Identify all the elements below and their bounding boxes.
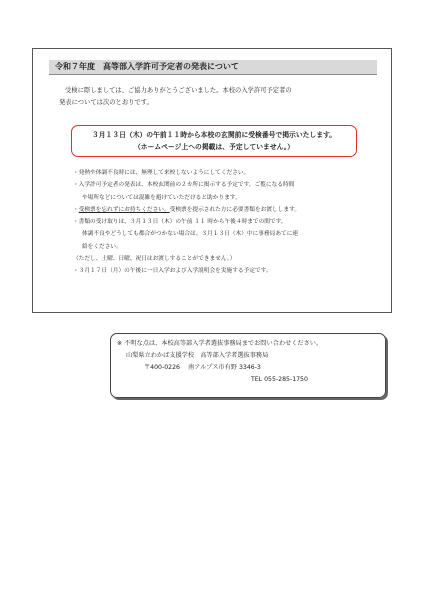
notice-title-text: 高等部入学許可予定者の発表について (103, 62, 239, 71)
note-item-continued: 絡をください。 (82, 243, 122, 250)
contact-street: 南アルプス市有野 3346-3 (187, 364, 261, 371)
note-emphasis: 受検票を忘れずにお持ちください。 (78, 206, 170, 213)
announcement-line: （ホームページ上への掲載は、予定していません。） (134, 143, 294, 151)
note-item-continued: 体調不良やどうしても都合がつかない場合は、３月１３日（木）中に事務局あてに連 (82, 231, 299, 238)
contact-postal: 〒400-0226 (144, 364, 180, 371)
contact-note: ※ 不明な点は、本校高等部入学者選抜事務局までお問い合わせください。 (117, 340, 323, 347)
note-text: 受検票を提示された方に必要書類をお渡しします。 (169, 206, 301, 213)
note-item: ・書類の受け取りは、３月１３日（木）の午前 １１ 時から午後４時までの間です。 (73, 219, 287, 226)
note-item: ・受検票を忘れずにお持ちください。受検票を提示された方に必要書類をお渡しします。 (73, 206, 301, 213)
notice-title (49, 60, 377, 75)
note-item-continued: や場所などについては混雑を避けていただけると助かります。 (82, 194, 241, 201)
notice-title-year: 令和７年度 (55, 62, 95, 71)
contact-tel: TEL 055-285-1750 (251, 376, 308, 383)
note-item: ・発熱や体調不良時には、無理して来校しないようにしてください。 (73, 170, 250, 176)
notes-list (73, 167, 391, 278)
note-item: ・入学許可予定者の発表は、本校玄関前の２カ所に掲示する予定です。ご覧になる時間 (73, 182, 295, 189)
contact-office: 山梨県立わかば支援学校 高等部入学者選抜事務局 (126, 352, 269, 359)
note-item: ・３月１７日（月）の午後に一日入学および入学説明会を実施する予定です。 (73, 268, 272, 275)
announcement-box (71, 125, 357, 157)
intro-paragraph (59, 85, 379, 109)
contact-address (111, 362, 385, 374)
contact-box (110, 333, 386, 398)
notice-frame (32, 48, 392, 313)
announcement-line: ３月１３日（木）の午前１１時から本校の玄関前に受検番号で掲示いたします。 (91, 131, 337, 139)
intro-line: 受検に際しましては、ご協力ありがとうございました。本校の入学許可予定者の (65, 87, 292, 94)
intro-line: 発表については次のとおりです。 (59, 99, 153, 106)
note-item: （ただし、土曜、日曜、祝日はお渡しすることができません。） (73, 256, 236, 263)
